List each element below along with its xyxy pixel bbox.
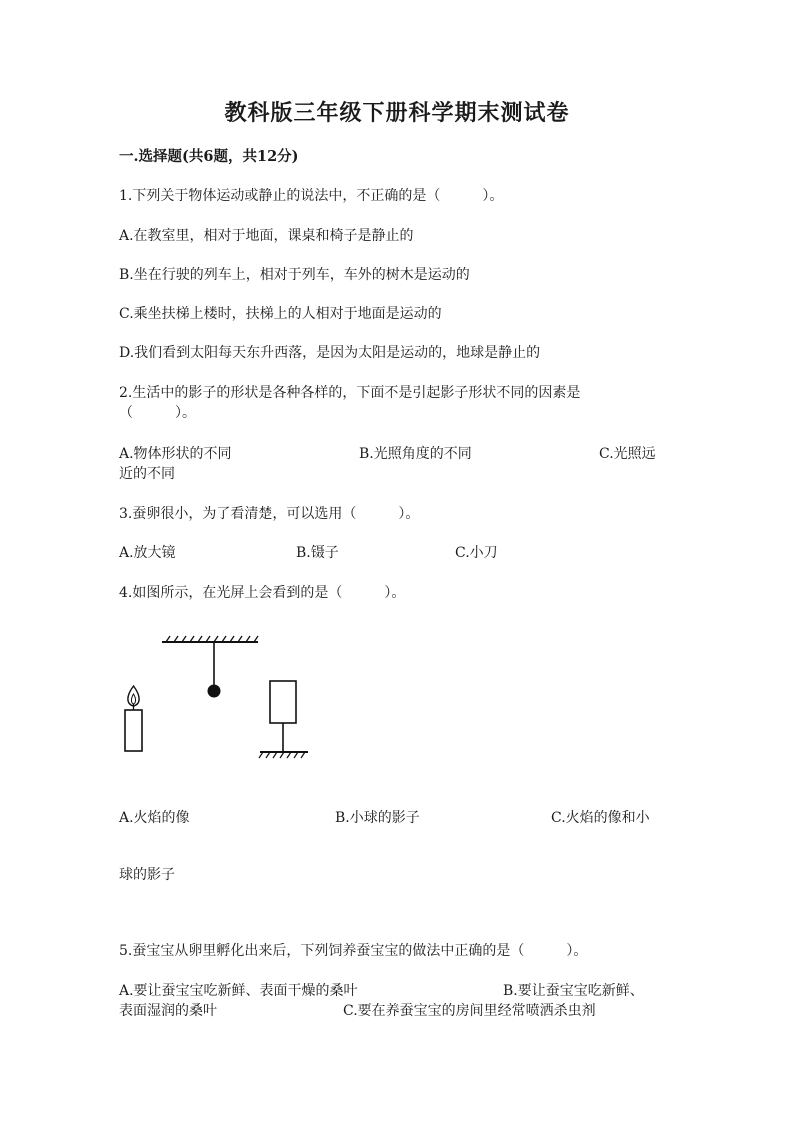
- question-5-option-c: C.要在养蚕宝宝的房间里经常喷洒杀虫剂: [343, 1003, 596, 1019]
- question-2-option-b: B.光照角度的不同: [359, 446, 472, 462]
- question-5-option-a: A.要让蚕宝宝吃新鲜、表面干燥的桑叶: [119, 983, 358, 999]
- question-1-option-a: A.在教室里，相对于地面，课桌和椅子是静止的: [119, 228, 414, 244]
- question-5-option-b-line2: 表面湿润的桑叶: [119, 1003, 217, 1019]
- question-3-option-b: B.镊子: [296, 545, 339, 561]
- question-2-option-c-line2: 近的不同: [119, 466, 175, 482]
- page-title: 教科版三年级下册科学期末测试卷: [224, 100, 570, 126]
- question-4-option-c-line1: C.火焰的像和小: [551, 810, 650, 826]
- question-4-option-c-line2: 球的影子: [119, 867, 175, 883]
- question-1-option-c: C.乘坐扶梯上楼时，扶梯上的人相对于地面是运动的: [119, 306, 442, 322]
- question-4-figure: [110, 630, 330, 770]
- question-4-stem: 4.如图所示，在光屏上会看到的是（ ）。: [119, 585, 406, 601]
- question-2-stem-line1: 2.生活中的影子的形状是各种各样的，下面不是引起影子形状不同的因素是: [119, 385, 581, 401]
- question-1-option-d: D.我们看到太阳每天东升西落，是因为太阳是运动的，地球是静止的: [119, 345, 541, 361]
- question-3-stem: 3.蚕卵很小，为了看清楚，可以选用（ ）。: [119, 506, 420, 522]
- question-2-option-a: A.物体形状的不同: [119, 446, 232, 462]
- candle: [125, 686, 142, 751]
- flame: [128, 686, 139, 706]
- question-5-stem: 5.蚕宝宝从卵里孵化出来后，下列饲养蚕宝宝的做法中正确的是（ ）。: [119, 943, 588, 959]
- question-4-option-a: A.火焰的像: [119, 810, 190, 826]
- question-2-option-c-line1: C.光照远: [599, 446, 656, 462]
- question-2-stem-line2: （ ）。: [119, 405, 196, 421]
- question-3-option-c: C.小刀: [455, 545, 498, 561]
- question-1-option-b: B.坐在行驶的列车上，相对于列车，车外的树木是运动的: [119, 267, 470, 283]
- light-screen: [259, 681, 308, 758]
- question-3-option-a: A.放大镜: [119, 545, 176, 561]
- question-5-option-b-line1: B.要让蚕宝宝吃新鲜、: [503, 983, 644, 999]
- small-ball: [208, 685, 221, 698]
- question-4-option-b: B.小球的影子: [335, 810, 420, 826]
- section-heading-choice: 一.选择题(共6题，共12分): [119, 148, 299, 165]
- ceiling-mount: [162, 636, 258, 642]
- question-1-stem: 1.下列关于物体运动或静止的说法中，不正确的是（ ）。: [119, 188, 504, 204]
